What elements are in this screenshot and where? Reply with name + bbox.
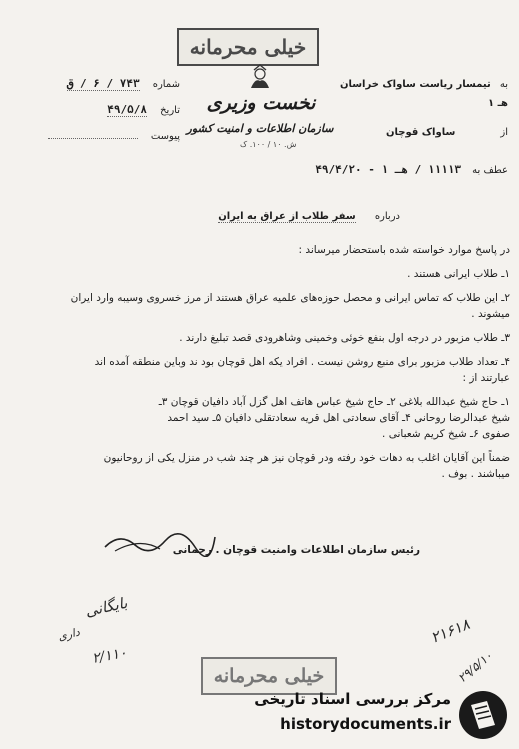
attachment-row xyxy=(40,124,180,143)
number-row xyxy=(40,72,180,91)
signature-line: رئیس سازمان اطلاعات وامنیت قوچان . رحمانی xyxy=(172,544,420,556)
from-label: از xyxy=(500,127,508,138)
watermark-url: historydocuments.ir xyxy=(280,715,451,733)
classification-stamp-text: خیلی محرمانه xyxy=(189,35,307,59)
attachment-value xyxy=(48,138,138,139)
handwritten-note-5: ۲۹/۵/۱۰ xyxy=(455,648,496,686)
attachment-label: پیوست xyxy=(150,131,180,142)
organization-name: سازمان اطلاعات و امنیت کشور xyxy=(186,122,334,135)
list-item: میشوند . xyxy=(471,308,510,320)
list-item: ضمناً این آقایان اغلب به دهات خود رفته ودر قوچان نیز هر چند شب در منزل یکی از روحانیون xyxy=(103,452,510,464)
reference-value: ۱۱۱۱۳ / هـ ۱ - ۴۹/۴/۲۰ xyxy=(315,163,462,176)
to-value: تیمسار ریاست ساواک خراسان هـ ۱ xyxy=(339,79,508,109)
subject-value: سفر طلاب از عراق به ایران xyxy=(218,211,356,222)
list-item: شیخ عبدالرضا روحانی ۴ـ آقای سعادتی اهل قریه سعادتقلی دافیان ۵ـ سید احمد xyxy=(167,412,510,424)
reference-row xyxy=(300,158,508,177)
list-item: میباشند . بوف . xyxy=(441,468,510,480)
lion-sun-emblem-icon xyxy=(245,64,275,94)
classification-stamp-text: خیلی محرمانه xyxy=(213,665,325,687)
subject-row xyxy=(200,204,400,223)
list-item: عبارتند از : xyxy=(462,372,510,384)
handwritten-note-4: ۲۱۶۱۸ xyxy=(428,615,473,647)
date-label: تاریخ xyxy=(160,105,180,116)
handwritten-note-2: داری xyxy=(56,625,82,644)
list-item: ۱ـ طلاب ایرانی هستند . xyxy=(407,268,510,280)
list-item: ۲ـ این طلاب که تماس ایرانی و محصل حوزه‌های علمیه عراق هستند از مرز خسروی وسیبه وارد ایران xyxy=(70,292,510,304)
archive-logo-icon xyxy=(457,689,509,741)
to-label: به xyxy=(499,79,508,90)
archive-watermark xyxy=(222,687,513,743)
from-row xyxy=(330,120,508,139)
reference-label: عطف به xyxy=(472,165,508,176)
list-item: ۱ـ حاج شیخ عبدالله بلاغی ۲ـ حاج شیخ عباس هاتف اهل گزل آباد دافیان قوچان ۳ـ xyxy=(158,396,510,408)
list-item: ۳ـ طلاب مزبور در درجه اول بنفع خوئی وخمینی وشاهرودی قصد تبلیغ دارند . xyxy=(179,332,510,344)
letter-body xyxy=(40,242,510,482)
classification-stamp-top xyxy=(177,28,319,66)
to-row xyxy=(330,72,508,110)
ministry-name: نخست وزیری xyxy=(206,92,316,114)
number-label: شماره xyxy=(152,79,180,90)
form-code: ش. ۱۰ / ۱۰۰. ک xyxy=(240,140,297,149)
handwritten-note-1: بایگانی xyxy=(83,593,129,621)
date-row xyxy=(40,98,180,117)
from-value: ساواک قوچان xyxy=(386,127,456,138)
number-value: ۷۴۳ / ۶ / ق xyxy=(66,77,140,90)
list-item: ۴ـ تعداد طلاب مزبور برای منبع روشن نیست . افراد یکه اهل قوچان بود ند وباین منطقه آمده اند xyxy=(94,356,510,368)
handwritten-note-3: ۲/۱۱۰ xyxy=(90,645,128,667)
date-value: ۴۹/۵/۸ xyxy=(107,103,147,116)
watermark-title: مرکز بررسی اسناد تاریخی xyxy=(254,690,451,708)
subject-label: درباره xyxy=(374,211,400,222)
letter-intro: در پاسخ موارد خواسته شده باستحضار میرساند : xyxy=(298,244,510,256)
list-item: صفوی ۶ـ شیخ کریم شعبانی . xyxy=(382,428,510,440)
